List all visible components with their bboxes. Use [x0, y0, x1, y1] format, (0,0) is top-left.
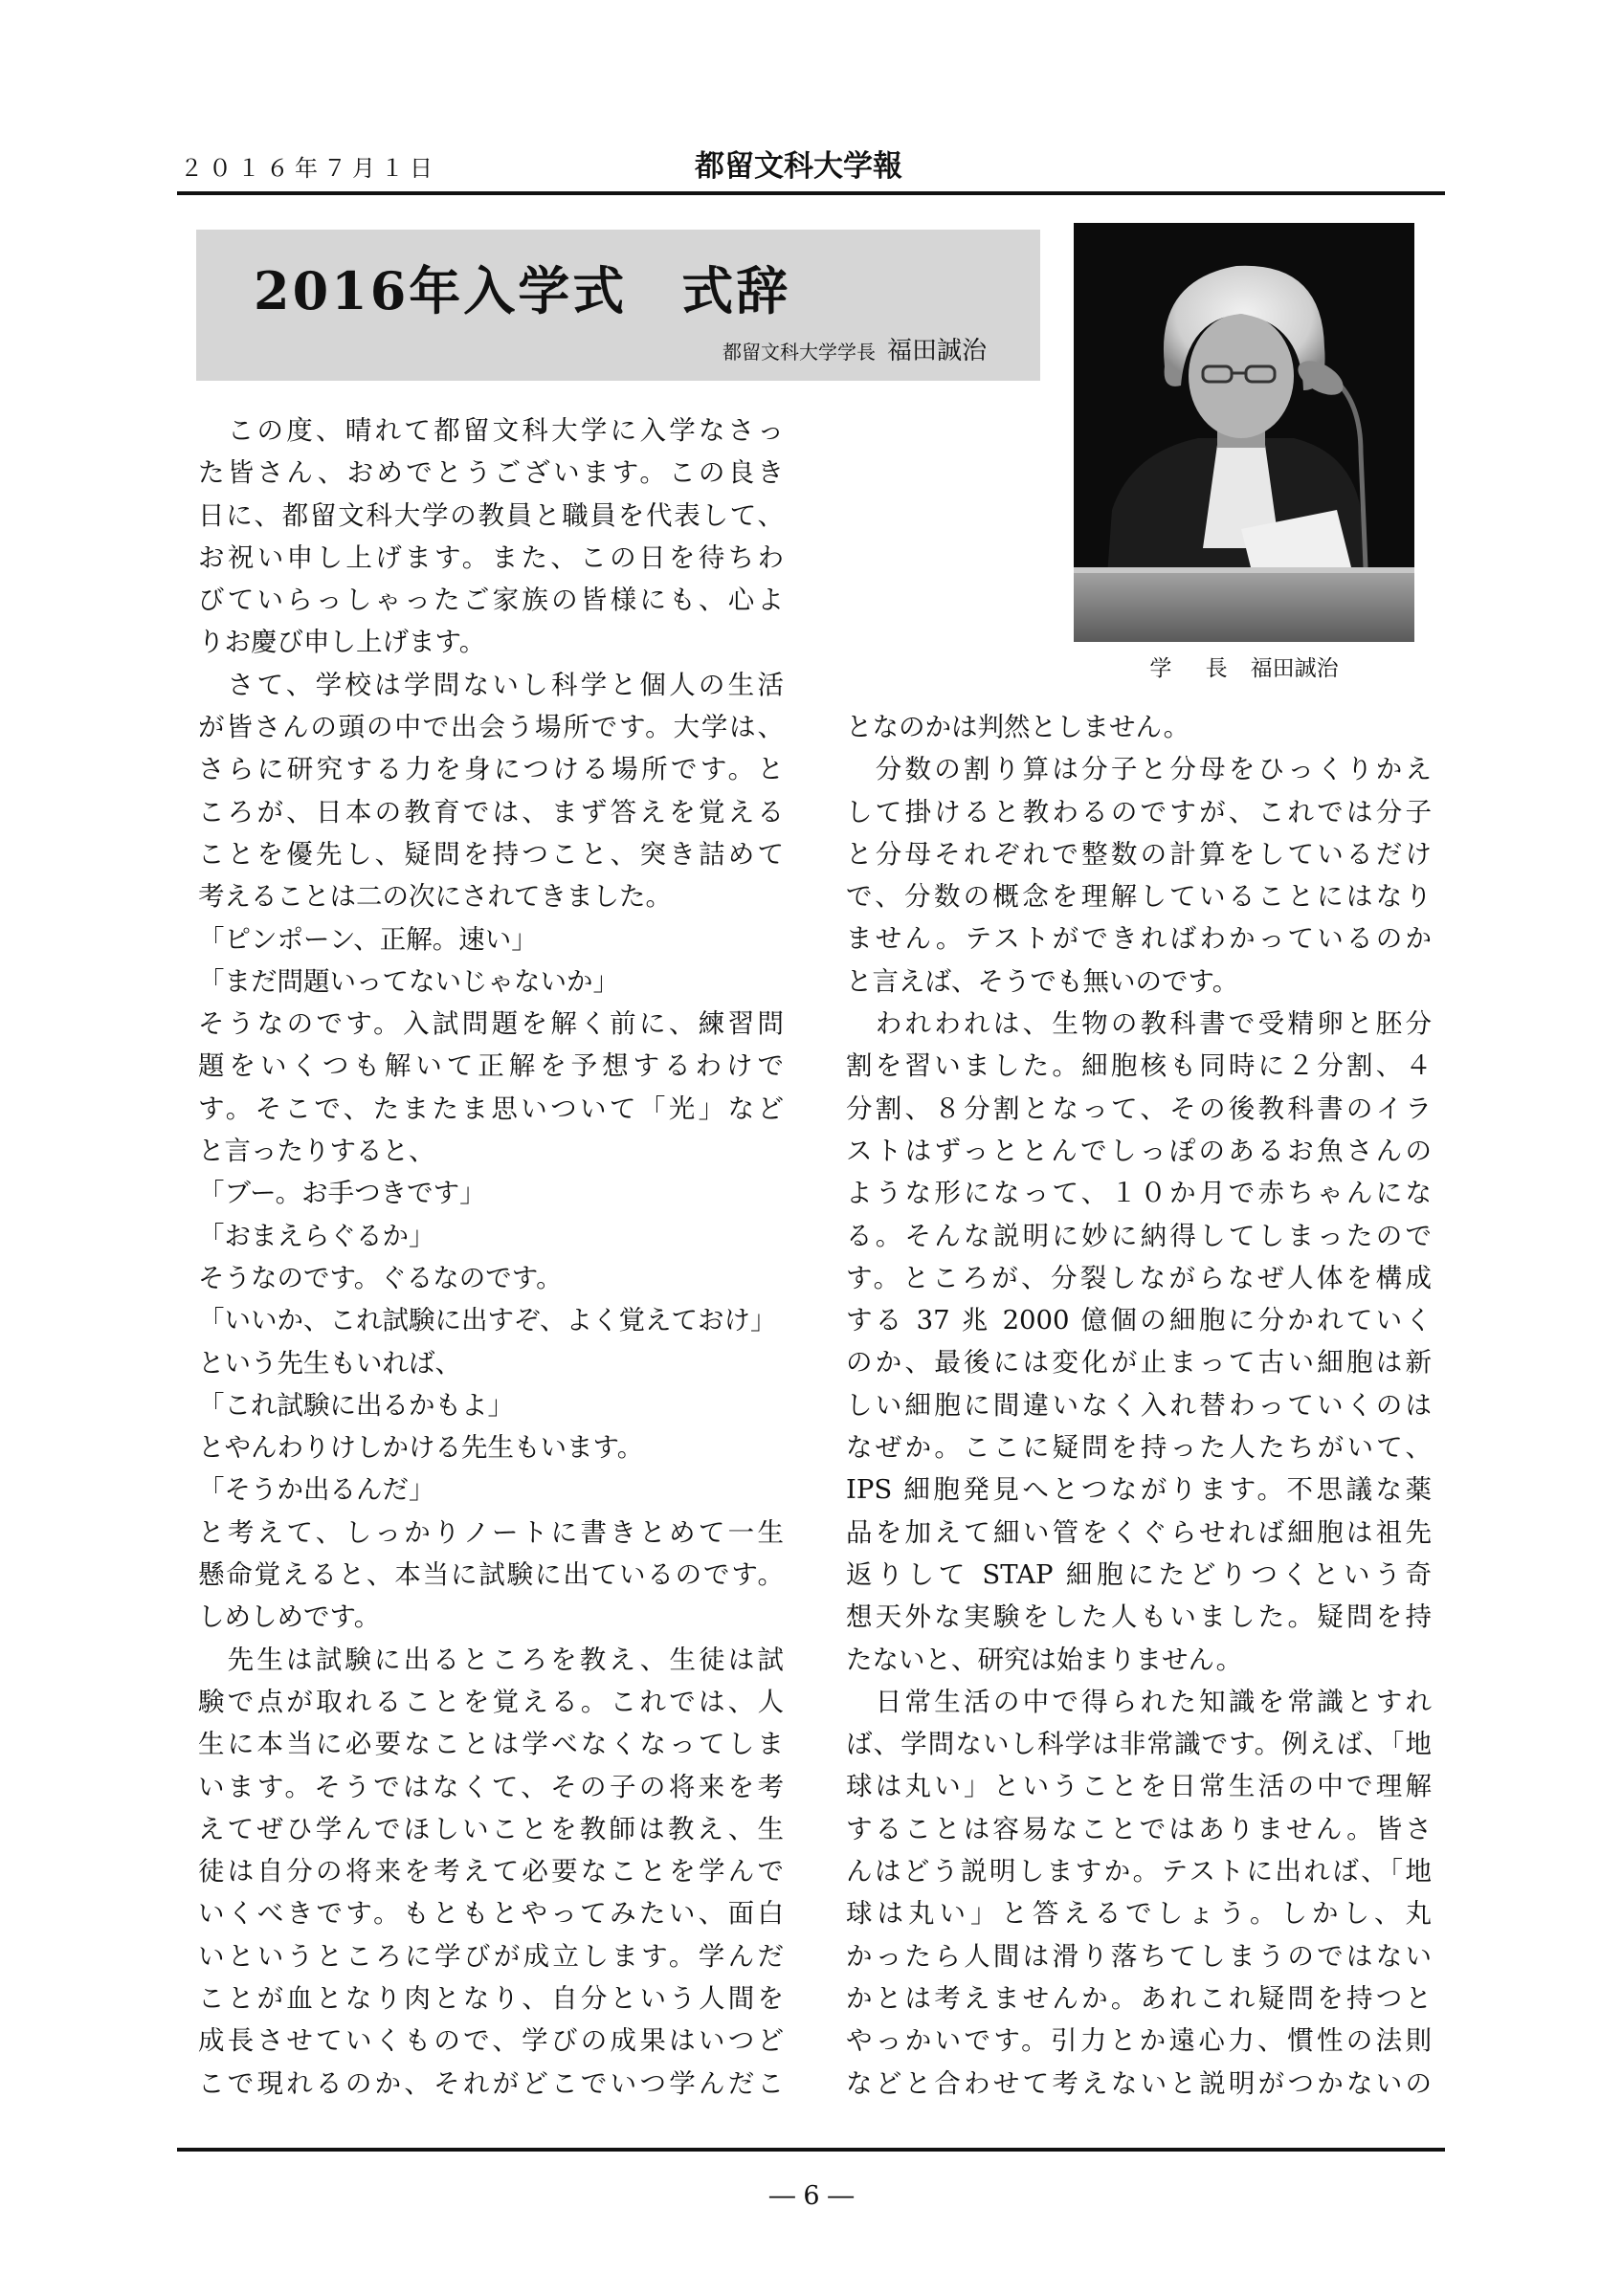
text-line: す。ところが、分裂しながらなぜ人体を構成	[846, 1262, 1432, 1293]
text-line: こで現れるのか、それがどこでいつ学んだこ	[198, 2067, 784, 2099]
text-line: かとは考えませんか。あれこれ疑問を持つと	[846, 1982, 1432, 2014]
caption-name: 福田誠治	[1250, 656, 1339, 681]
text-line: とやんわりけしかける先生もいます。	[198, 1432, 644, 1464]
text-line: えてぜひ学んでほしいことを教師は教え、生	[198, 1813, 784, 1844]
text-line: 考えることは二の次にされてきました。	[198, 881, 672, 913]
text-line: と考えて、しっかりノートに書きとめて一生	[198, 1516, 784, 1548]
text-line: 題をいくつも解いて正解を予想するわけで	[198, 1050, 784, 1082]
text-line: 日常生活の中で得られた知識を常識とすれ	[846, 1686, 1432, 1717]
text-line: 球は丸い」ということを日常生活の中で理解	[846, 1771, 1432, 1802]
left-column-text	[198, 409, 784, 2105]
text-line: そうなのです。ぐるなのです。	[198, 1262, 563, 1293]
text-line: で、分数の概念を理解していることにはなり	[846, 881, 1432, 913]
publication-title: 都留文科大学報	[695, 149, 902, 184]
text-line: ことを優先し、疑問を持つこと、突き詰めて	[198, 838, 784, 870]
text-line: 球は丸い」と答えるでしょう。しかし、丸	[846, 1898, 1432, 1930]
text-line: する 37 兆 2000 億個の細胞に分かれていく	[846, 1305, 1432, 1336]
text-line: びていらっしゃったご家族の皆様にも、心よ	[198, 585, 784, 616]
president-speech-photo	[1074, 223, 1414, 642]
text-line: 「おまえらぐるか」	[198, 1220, 435, 1251]
text-line: しい細胞に間違いなく入れ替わっていくのは	[846, 1389, 1432, 1421]
issue-date: ２０１６年７月１日	[180, 155, 438, 182]
text-line: いというところに学びが成立します。学んだ	[198, 1940, 784, 1972]
text-line: することは容易なことではありません。皆さ	[846, 1813, 1432, 1844]
right-column-text	[846, 706, 1432, 2105]
text-line: 成長させていくもので、学びの成果はいつど	[198, 2025, 784, 2057]
text-line: 懸命覚えると、本当に試験に出ているのです。	[198, 1559, 784, 1591]
text-line: ころが、日本の教育では、まず答えを覚える	[198, 796, 784, 828]
text-line: ません。テストができればわかっているのか	[846, 923, 1432, 955]
text-line: そうなのです。入試問題を解く前に、練習問	[198, 1008, 784, 1040]
text-line: となのかは判然としません。	[846, 712, 1190, 742]
text-line: 想天外な実験をした人もいました。疑問を持	[846, 1601, 1432, 1633]
text-line: ば、学問ないし科学は非常識です。例えば、「地	[846, 1729, 1432, 1760]
text-line: 「いいか、これ試験に出すぞ、よく覚えておけ」	[198, 1305, 777, 1336]
page-number: ― 6 ―	[768, 2181, 855, 2211]
text-line: 「ブー。お手つきです」	[198, 1178, 486, 1209]
text-line: たないと、研究は始まりません。	[846, 1644, 1243, 1675]
text-line: た皆さん、おめでとうございます。この良き	[198, 457, 784, 489]
text-line: 「まだ問題いってないじゃないか」	[198, 965, 619, 997]
text-line: が皆さんの頭の中で出会う場所です。大学は、	[198, 712, 784, 743]
text-line: IPS 細胞発見へとつながります。不思議な薬	[846, 1474, 1432, 1506]
article-title: 2016年入学式 式辞	[254, 260, 791, 321]
text-line: 品を加えて細い管をくぐらせれば細胞は祖先	[846, 1516, 1432, 1548]
author-role: 都留文科大学学長	[722, 341, 876, 364]
author-name: 福田誠治	[886, 337, 987, 365]
text-line: 「そうか出るんだ」	[198, 1474, 435, 1506]
text-line: のか、最後には変化が止まって古い細胞は新	[846, 1347, 1432, 1379]
text-line: 分割、８分割となって、その後教科書のイラ	[846, 1093, 1432, 1124]
text-line: 分数の割り算は分子と分母をひっくりかえ	[846, 754, 1432, 785]
text-line: んはどう説明しますか。テストに出れば、「地	[846, 1856, 1432, 1888]
text-line: る。そんな説明に妙に納得してしまったので	[846, 1220, 1432, 1251]
text-line: などと合わせて考えないと説明がつかないの	[846, 2067, 1432, 2099]
text-line: この度、晴れて都留文科大学に入学なさっ	[198, 415, 784, 446]
text-line: 「ピンポーン、正解。速い」	[198, 923, 538, 955]
text-line: 験で点が取れることを覚える。これでは、人	[198, 1686, 784, 1717]
text-line: かったら人間は滑り落ちてしまうのではない	[846, 1940, 1432, 1972]
footer-rule	[177, 2148, 1445, 2152]
text-line: りお慶び申し上げます。	[198, 627, 486, 658]
text-line: 「これ試験に出るかもよ」	[198, 1389, 514, 1421]
text-line: ような形になって、１０か月で赤ちゃんにな	[846, 1178, 1432, 1209]
header-rule	[177, 191, 1445, 195]
photo-caption	[1074, 651, 1414, 682]
text-line: という先生もいれば、	[198, 1347, 461, 1379]
text-line: して掛けると教わるのですが、これでは分子	[846, 796, 1432, 828]
text-line: さらに研究する力を身につける場所です。と	[198, 754, 784, 785]
text-line: す。そこで、たまたま思いついて「光」など	[198, 1093, 784, 1124]
text-line: と言えば、そうでも無いのです。	[846, 965, 1239, 997]
text-line: ストはずっととんでしっぽのあるお魚さんの	[846, 1135, 1432, 1166]
text-line: われわれは、生物の教科書で受精卵と胚分	[846, 1008, 1432, 1040]
text-line: やっかいです。引力とか遠心力、慣性の法則	[846, 2025, 1432, 2057]
text-line: 日に、都留文科大学の教員と職員を代表して、	[198, 499, 784, 531]
article-title-box	[196, 230, 1040, 381]
text-line: と分母それぞれで整数の計算をしているだけ	[846, 838, 1432, 870]
text-line: 徒は自分の将来を考えて必要なことを学んで	[198, 1856, 784, 1888]
text-line: なぜか。ここに疑問を持った人たちがいて、	[846, 1432, 1432, 1464]
text-line: ことが血となり肉となり、自分という人間を	[198, 1982, 784, 2014]
text-line: お祝い申し上げます。また、この日を待ちわ	[198, 541, 784, 573]
text-line: 生に本当に必要なことは学べなくなってしま	[198, 1729, 784, 1760]
text-line: いくべきです。もともとやってみたい、面白	[198, 1898, 784, 1930]
caption-title: 学 長	[1149, 656, 1241, 681]
article-byline	[723, 331, 987, 366]
text-line: と言ったりすると、	[198, 1136, 435, 1167]
text-line: さて、学校は学問ないし科学と個人の生活	[198, 669, 784, 700]
text-line: 割を習いました。細胞核も同時に２分割、４	[846, 1050, 1432, 1082]
text-line: しめしめです。	[198, 1601, 381, 1633]
text-line: 返りして STAP 細胞にたどりつくという奇	[846, 1558, 1432, 1590]
text-line: います。そうではなくて、その子の将来を考	[198, 1771, 784, 1802]
text-line: 先生は試験に出るところを教え、生徒は試	[198, 1644, 784, 1675]
